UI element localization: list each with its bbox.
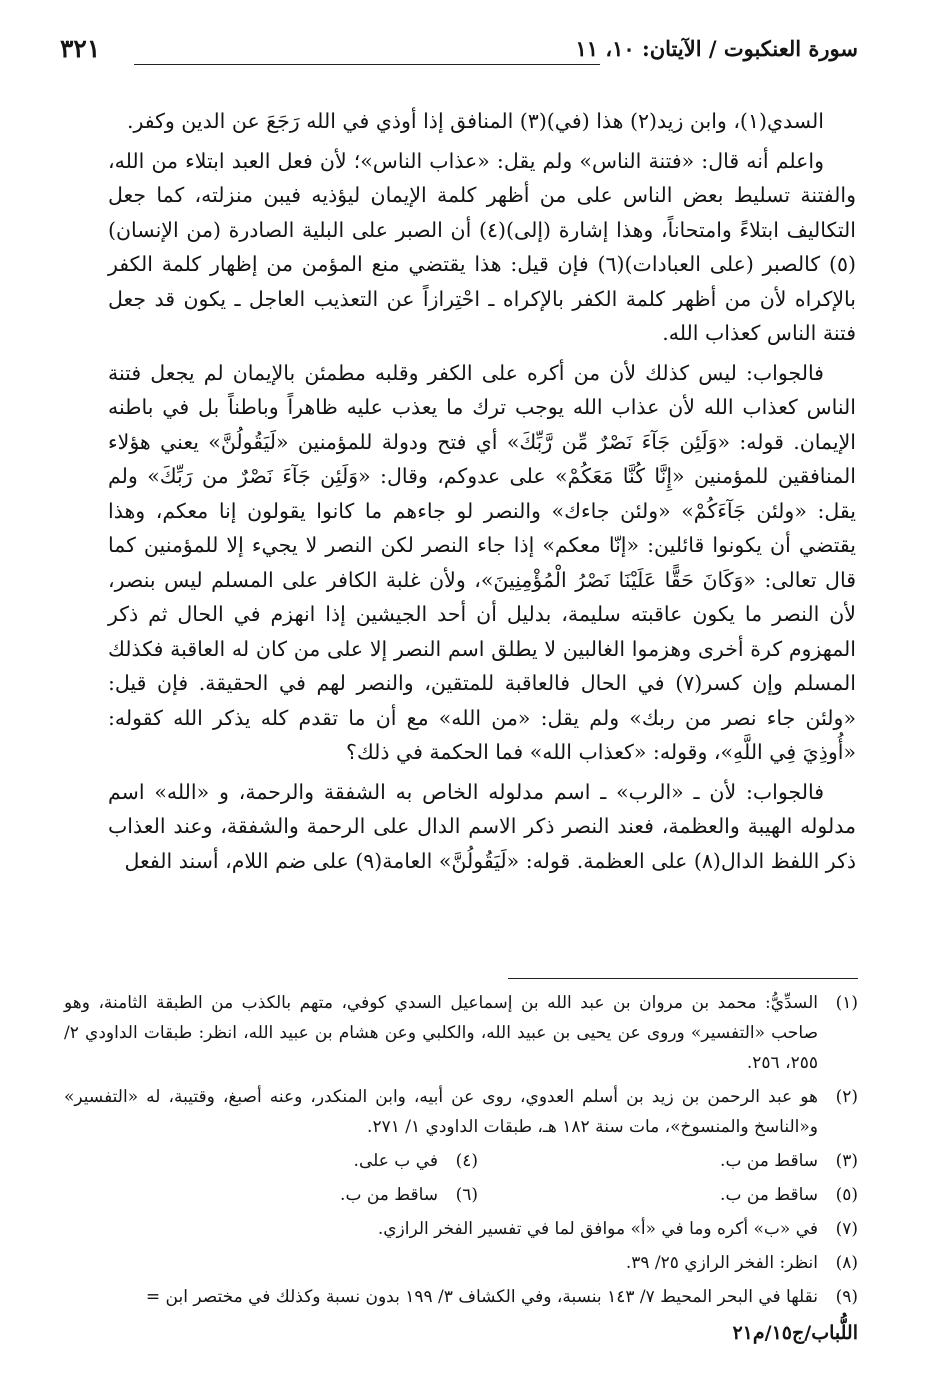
paragraph: السدي(١)، وابن زيد(٢) هذا (في)(٣) المنافق إذا أوذي في الله رَجَعَ عن الدين وكفر. [126, 109, 824, 133]
footnote-text: ساقط من ب. [720, 1151, 818, 1171]
header-rule [134, 64, 600, 65]
footnote [64, 1282, 858, 1312]
footnote-number: (٨) [835, 1253, 858, 1273]
footnote-number: (٧) [835, 1219, 858, 1239]
page-number: ٣٢١ [60, 34, 101, 63]
footnote [478, 1146, 858, 1176]
paragraph: فالجواب: لأن ـ «الرب» ـ اسم مدلوله الخاص به الشفقة والرحمة، و «الله» اسم مدلوله الهيبة والعظمة، فعند النصر ذكر الاسم الدال على الرحمة والشفقة، وعند العذاب ذكر اللفظ الدال(٨) على العظمة. قوله: «لَيَقُولُنَّ» العامة(٩) على ضم اللام، أسند الفعل [108, 779, 856, 873]
footnote-text: في ب على. [353, 1151, 438, 1171]
paragraph: واعلم أنه قال: «فتنة الناس» ولم يقل: «عذاب الناس»؛ لأن فعل العبد ابتلاء من الله، والفتنة تسليط بعض الناس على من أظهر كلمة الإيمان ليؤذيه فيبن منزلته، كما جعل التكاليف ابتلاءً وامتحاناً، وهذا إشارة (إلى)(٤) أن الصبر على البلية الصادرة (من الإنسان)(٥) كالصبر (على العبادات)(٦) فإن قيل: هذا يقتضي منع المؤمن من إظهار كلمة الكفر بالإكراه لأن من أظهر كلمة الكفر بالإكراه ـ احْتِرازاً عن التعذيب العاجل ـ يكون قد جعل فتنة الناس كعذاب الله. [108, 148, 856, 345]
footnote [64, 1248, 858, 1278]
footnotes [64, 988, 858, 1316]
footnote-number: (٢) [835, 1087, 858, 1107]
footnote [478, 1180, 858, 1210]
paragraph: فالجواب: ليس كذلك لأن من أكره على الكفر وقلبه مطمئن بالإيمان لم يجعل فتنة الناس كعذاب الله لأن عذاب الله يوجب ترك ما يعذب عليه ظاهراً وباطناً بل في باطنه الإيمان. قوله: «وَلَئِن جَآءَ نَصْرٌ مِّن رَّبِّكَ» أي فتح ودولة للمؤمنين «لَيَقُولُنَّ» يعني هؤلاء المنافقين للمؤمنين «إِنَّا كُنَّا مَعَكُمْ» على عدوكم، وقال: «وَلَئِن جَآءَ نَصْرٌ من رَبِّكَ» ولم يقل: «ولئن جَآءَكُمْ» «ولئن جاءك» والنصر لو جاءهم ما كانوا يقولون إنا معكم، وهذا يقتضي أن يكونوا قائلين: «إنّا معكم» إذا جاء النصر لكن النصر لا يجيء إلا للمؤمنين كما قال تعالى: «وَكَانَ حَقًّا عَلَيْنَا نَصْرُ الْمُؤْمِنِينَ»، ولأن غلبة الكافر على المسلم ليس بنصر، لأن النصر ما يكون عاقبته سليمة، بدليل أن أحد الجيشين إذا انهزم في الحال ثم ذكر المهزوم كرة أخرى وهزموا الغالبين لا يطلق اسم النصر إلا على من كان له العاقبة فكذلك المسلم وإن كسر(٧) في الحال فالعاقبة للمتقين، والنصر لهم في الحقيقة. فإن قيل: «ولئن جاء نصر من ربك» ولم يقل: «من الله» مع أن ما تقدم كله يذكر الله كقوله: «أُوذِيَ فِي اللَّهِ»، وقوله: «كعذاب الله» فما الحكمة في ذلك؟ [108, 360, 856, 764]
signature-mark: اللُّباب/ج١٥/م٢١ [732, 1322, 858, 1344]
footnote-text: ساقط من ب. [720, 1185, 818, 1205]
footnote-text: السدِّيُّ: محمد بن مروان بن عبد الله بن إسماعيل السدي كوفي، متهم بالكذب من الطبقة الثامنة، وهو صاحب «التفسير» وروى عن يحيى بن عبيد الله، والكلبي وعن هشام بن عبيد الله، انظر: طبقات الداودي ٢/ ٢٥٥، ٢٥٦. [64, 993, 818, 1073]
footnote-text: انظر: الفخر الرازي ٢٥/ ٣٩. [625, 1253, 818, 1273]
footnote-text: في «ب» أكره وما في «أ» موافق لما في تفسير الفخر الرازي. [377, 1219, 818, 1239]
footnote-text: هو عبد الرحمن بن زيد بن أسلم العدوي، روى عن أبيه، وابن المنكدر، وعنه أصبغ، وقتيبة، له «التفسير» و«الناسخ والمنسوخ»، مات سنة ١٨٢ هـ، طبقات الداودي ١/ ٢٧١. [64, 1087, 818, 1137]
footnote-row [64, 1180, 858, 1210]
page-header [60, 34, 858, 70]
footnote [64, 1082, 858, 1142]
footnote-number: (٤) [455, 1151, 478, 1171]
footnote [64, 1214, 858, 1244]
main-text [108, 104, 856, 883]
footnote-row [64, 1146, 858, 1176]
footnote-number: (١) [835, 993, 858, 1013]
footnote-number: (٦) [455, 1185, 478, 1205]
footnote-separator [508, 978, 858, 979]
footnote [64, 1180, 478, 1210]
footnote-text: نقلها في البحر المحيط ٧/ ١٤٣ بنسبة، وفي الكشاف ٣/ ١٩٩ بدون نسبة وكذلك في مختصر ابن = [145, 1287, 818, 1307]
footnote [64, 988, 858, 1078]
footnote-number: (٩) [835, 1287, 858, 1307]
footnote-number: (٥) [835, 1185, 858, 1205]
footnote [64, 1146, 478, 1176]
running-title: سورة العنكبوت / الآيتان: ١٠، ١١ [575, 36, 858, 61]
footnote-text: ساقط من ب. [340, 1185, 438, 1205]
footnote-number: (٣) [835, 1151, 858, 1171]
